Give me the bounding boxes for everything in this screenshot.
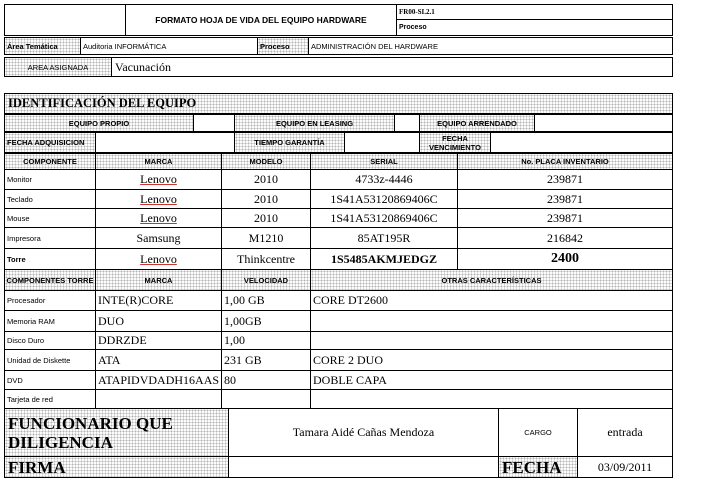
torre-row-marca: DDRZDE [95,331,222,350]
table-row-placa: 216842 [457,227,673,249]
torre-row-otras: CORE 2 DUO [310,349,673,371]
area-asignada-value: Vacunación [111,57,673,77]
torre-row-velocidad: 1,00 [221,331,311,350]
fecha-label-cell [498,456,578,478]
firma-value [228,456,499,478]
firma-label: FIRMA [8,457,66,477]
area-tematica-label: Área Temática [4,37,81,55]
form-title: FORMATO HOJA DE VIDA DEL EQUIPO HARDWARE [125,4,397,36]
equipo-arrendado-label: EQUIPO ARRENDADO [419,114,535,132]
torre-row-otras [310,389,673,409]
torre-row-marca: INTE(R)CORE [95,290,222,311]
torre-row-velocidad: 231 GB [221,349,311,371]
torre-row-velocidad [221,389,311,409]
col-componentes-torre: COMPONENTES TORRE [4,269,96,291]
col-velocidad: VELOCIDAD [221,269,311,291]
equipo-propio-value [193,114,235,132]
proceso-value: ADMINISTRACIÓN DEL HARDWARE [308,37,673,55]
table-row-serial: 4733z-4446 [310,169,458,190]
proceso-label: Proceso [257,37,309,55]
table-row-marca: Lenovo [95,248,222,270]
equipo-propio-label: EQUIPO PROPIO [4,114,194,132]
header-proceso-label: Proceso [396,19,673,36]
fecha-vencimiento-label: FECHA VENCIMIENTO [419,132,491,153]
fecha-vencimiento-value [490,132,673,153]
torre-row-componente: Memoria RAM [4,310,96,332]
fecha-label: FECHA [502,457,562,477]
funcionario-label-cell [4,408,229,457]
table-row-componente: Teclado [4,189,96,209]
table-row-serial: 1S41A53120869406C [310,208,458,228]
torre-row-velocidad: 1,00GB [221,310,311,332]
area-tematica-value: Auditoria INFORMÁTICA [80,37,258,55]
table-row-modelo: 2010 [221,208,311,228]
table-row-marca: Lenovo [95,169,222,190]
form-code: FR00-SI.2.1 [396,4,673,20]
torre-row-componente: Procesador [4,290,96,311]
table-row-serial: 85AT195R [310,227,458,249]
torre-row-componente: Unidad de Diskette [4,349,96,371]
funcionario-value: Tamara Aidé Cañas Mendoza [228,408,499,457]
cargo-value: entrada [577,408,673,457]
table-row-marca: Samsung [95,227,222,249]
fecha-adquisicion-label: FECHA ADQUISICION [4,132,96,153]
table-row-serial: 1S5485AKMJEDGZ [310,248,458,270]
col-otras-caracteristicas: OTRAS CARACTERÍSTICAS [310,269,673,291]
torre-row-marca: DUO [95,310,222,332]
torre-row-otras [310,310,673,332]
logo-cell [4,4,126,36]
fecha-value: 03/09/2011 [577,456,673,478]
col-torre-marca: MARCA [95,269,222,291]
funcionario-label: FUNCIONARIO QUE DILIGENCIA [8,413,173,452]
table-row-placa: 2400 [457,248,673,270]
identificacion-title: IDENTIFICACIÓN DEL EQUIPO [4,93,673,114]
table-row-componente: Mouse [4,208,96,228]
col-placa: No. PLACA INVENTARIO [457,153,673,170]
table-row-placa: 239871 [457,189,673,209]
col-modelo: MODELO [221,153,311,170]
torre-row-otras: DOBLE CAPA [310,370,673,390]
torre-row-componente: DVD [4,370,96,390]
fecha-adquisicion-value [95,132,235,153]
equipo-leasing-label: EQUIPO EN LEASING [234,114,395,132]
torre-row-otras [310,331,673,350]
torre-row-marca: ATAPIDVDADH16AAS [95,370,222,390]
table-row-placa: 239871 [457,208,673,228]
equipo-leasing-value [394,114,420,132]
table-row-componente: Impresora [4,227,96,249]
firma-label-cell [4,456,229,478]
table-row-serial: 1S41A53120869406C [310,189,458,209]
torre-row-marca [95,389,222,409]
table-row-componente: Monitor [4,169,96,190]
torre-row-otras: CORE DT2600 [310,290,673,311]
area-asignada-label: AREA ASIGNADA [4,57,112,77]
torre-row-velocidad: 80 [221,370,311,390]
table-row-marca: Lenovo [95,208,222,228]
torre-row-componente: Disco Duro [4,331,96,350]
col-componente: COMPONENTE [4,153,96,170]
torre-row-componente: Tarjeta de red [4,389,96,409]
tiempo-garantia-label: TIEMPO GARANTÍA [234,132,345,153]
equipo-arrendado-value [534,114,673,132]
table-row-marca: Lenovo [95,189,222,209]
table-row-modelo: M1210 [221,227,311,249]
table-row-componente: Torre [4,248,96,270]
col-marca: MARCA [95,153,222,170]
cargo-label: CARGO [498,408,578,457]
table-row-modelo: 2010 [221,189,311,209]
col-serial: SERIAL [310,153,458,170]
torre-row-marca: ATA [95,349,222,371]
table-row-modelo: Thinkcentre [221,248,311,270]
table-row-placa: 239871 [457,169,673,190]
table-row-modelo: 2010 [221,169,311,190]
torre-row-velocidad: 1,00 GB [221,290,311,311]
tiempo-garantia-value [344,132,420,153]
